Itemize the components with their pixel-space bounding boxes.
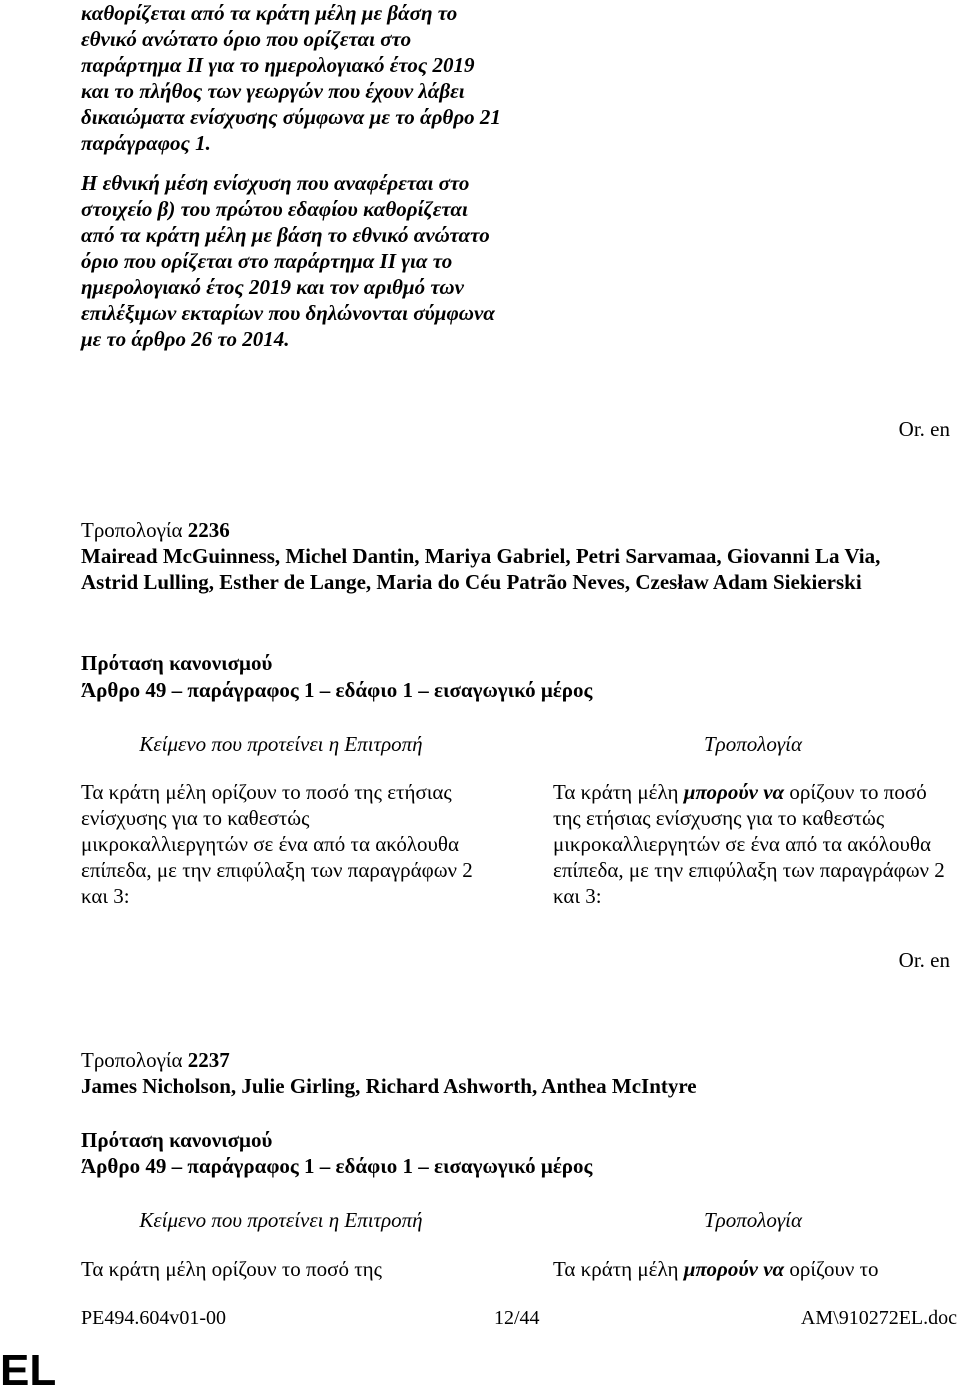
page-footer: [81, 1305, 957, 1331]
commission-text-heading: Κείμενο που προτείνει η Επιτροπή: [139, 1208, 423, 1232]
amendment-title: [81, 517, 230, 543]
proposal-label: Πρόταση κανονισμού: [81, 651, 273, 675]
proposal-label: Πρόταση κανονισμού: [81, 1128, 273, 1152]
document-filename: AM\910272EL.doc: [800, 1307, 957, 1329]
amendment-text: [553, 1256, 953, 1282]
amendment-text-end: ορίζουν το ποσό της ετήσιας ενίσχυσης για το καθεστώς μικροκαλλιεργητών σε ένα από τα ακόλουθα επίπεδα, με την επιφύλαξη των παραγράφων 2 και 3:: [553, 780, 945, 908]
amendment-number: 2236: [187, 518, 230, 542]
document-reference: PE494.604v01-00: [81, 1307, 226, 1329]
amendment-title-prefix: Τροπολογία: [81, 518, 183, 542]
continuation-paragraph-1: καθορίζεται από τα κράτη μέλη με βάση το εθνικό ανώτατο όριο που ορίζεται στο παράρτημα II για το ημερολογιακό έτος 2019 και το πλήθος των γεωργών που έχουν λάβει δικαιώματα ενίσχυσης σύμφωνα με το άρθρο 21 παράγραφος 1.: [81, 1, 501, 155]
language-code: EL: [0, 1346, 57, 1395]
original-language-label: Or. en: [898, 948, 950, 972]
amendment-text-start: Τα κράτη μέλη: [553, 1257, 684, 1281]
amendment-text-change: μπορούν να: [683, 780, 785, 804]
amendment-text-end: ορίζουν το: [784, 1257, 879, 1281]
article-reference: Άρθρο 49 – παράγραφος 1 – εδάφιο 1 – εισαγωγικό μέρος: [81, 678, 593, 702]
amendment-text-heading: Τροπολογία: [703, 732, 802, 756]
amendment-text-change: μπορούν να: [683, 1257, 785, 1281]
page-number: 12/44: [494, 1307, 540, 1329]
amendment-text-heading: Τροπολογία: [703, 1208, 802, 1232]
amendment-authors: Mairead McGuinness, Michel Dantin, Mariya Gabriel, Petri Sarvamaa, Giovanni La Via, Astrid Lulling, Esther de Lange, Maria do Céu Patrão Neves, Czesław Adam Siekierski: [81, 544, 881, 594]
amendment-authors: James Nicholson, Julie Girling, Richard Ashworth, Anthea McIntyre: [81, 1074, 697, 1098]
amendment-number: 2237: [187, 1048, 230, 1072]
article-reference: Άρθρο 49 – παράγραφος 1 – εδάφιο 1 – εισαγωγικό μέρος: [81, 1154, 593, 1178]
continuation-paragraph-2: Η εθνική μέση ενίσχυση που αναφέρεται στο στοιχείο β) του πρώτου εδαφίου καθορίζεται από τα κράτη μέλη με βάση το εθνικό ανώτατο όριο που ορίζεται στο παράρτημα II για το ημερολογιακό έτος 2019 και τον αριθμό των επιλέξιμων εκταρίων που δηλώνονται σύμφωνα με το άρθρο 26 το 2014.: [81, 171, 495, 351]
commission-text: Τα κράτη μέλη ορίζουν το ποσό της ετήσιας ενίσχυσης για το καθεστώς μικροκαλλιεργητών σε ένα από τα ακόλουθα επίπεδα, με την επιφύλαξη των παραγράφων 2 και 3:: [81, 780, 473, 908]
commission-text: Τα κράτη μέλη ορίζουν το ποσό της: [81, 1257, 382, 1281]
commission-text-heading: Κείμενο που προτείνει η Επιτροπή: [139, 732, 423, 756]
amendment-title: [81, 1047, 230, 1073]
amendment-text-start: Τα κράτη μέλη: [553, 780, 684, 804]
amendment-title-prefix: Τροπολογία: [81, 1048, 183, 1072]
original-language-label: Or. en: [898, 417, 950, 441]
amendment-text: [553, 779, 953, 909]
